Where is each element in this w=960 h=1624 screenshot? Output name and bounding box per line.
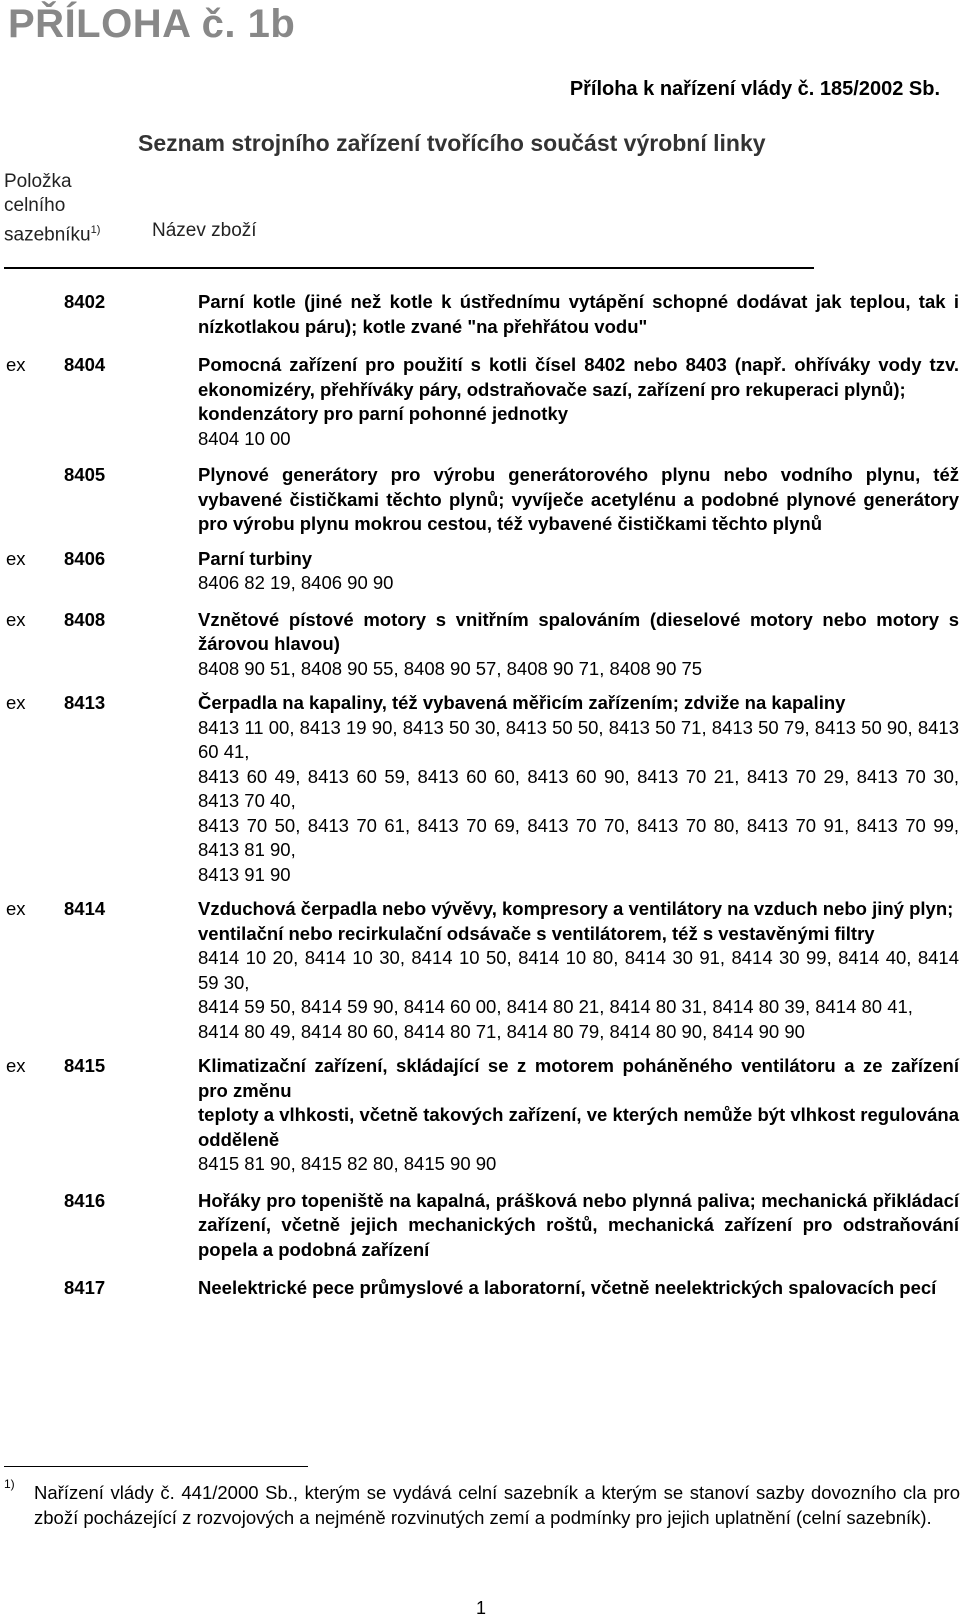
goods-description — [198, 547, 959, 596]
page-number: 1 — [476, 1598, 487, 1618]
subheading-codes: 8404 10 00 — [198, 427, 291, 449]
subheading-codes: 8413 60 49, 8413 60 59, 8413 60 60, 8413 60 90, 8413 70 21, 8413 70 29, 8413 70 30, 8413 70 40, — [198, 765, 959, 811]
tariff-code: 8417 — [64, 1277, 106, 1298]
subheading-codes: 8415 81 90, 8415 82 80, 8415 90 90 — [198, 1153, 497, 1174]
tariff-code: 8416 — [64, 1189, 106, 1211]
tariff-code: 8406 — [64, 547, 106, 569]
list-item — [0, 1276, 960, 1301]
goods-description — [198, 608, 959, 682]
goods-name: Hořáky pro topeniště na kapalná, prášková nebo plynná paliva; mechanická přikládací zařízení, včetně jejich mechanických roštů, mechanická zařízení pro odstraňování popela a podobná zařízení — [198, 1189, 959, 1260]
document-title: Seznam strojního zařízení tvořícího součást výrobní linky — [138, 130, 766, 156]
column-header-item-line3 — [4, 218, 100, 247]
subheading-codes: 8408 90 51, 8408 90 55, 8408 90 57, 8408 90 71, 8408 90 75 — [198, 657, 703, 679]
column-header-item-line2: celního — [4, 195, 66, 216]
ex-marker: ex — [6, 1055, 26, 1076]
ex-marker: ex — [6, 354, 26, 375]
goods-name: Plynové generátory pro výrobu generátorového plynu nebo vodního plynu, též vybavené čističkami těchto plynů; vyvíječe acetylénu a podobné plynové generátory pro výrobu plynu mokrou cestou, též vybavené čističkami těchto plynů — [198, 464, 959, 534]
list-item — [0, 691, 960, 887]
subheading-codes: 8414 80 49, 8414 80 60, 8414 80 71, 8414 80 79, 8414 80 90, 8414 90 90 — [198, 1020, 805, 1042]
list-item — [0, 897, 960, 1044]
page-heading: PŘÍLOHA č. 1b — [8, 2, 296, 46]
goods-name: Pomocná zařízení pro použití s kotli čísel 8402 nebo 8403 (např. ohříváky vody tzv. ekonomizéry, přehříváky páry, odstraňovače sazí, zařízení pro rekuperaci plynů); — [198, 354, 959, 400]
list-item — [0, 547, 960, 596]
header-rule — [4, 267, 814, 269]
list-item — [0, 608, 960, 682]
goods-description — [198, 1189, 959, 1263]
goods-name: Vznětové pístové motory s vnitřním spalováním (dieselové motory nebo motory s žárovou hlavou) — [198, 608, 959, 654]
subheading-codes: 8406 82 19, 8406 90 90 — [198, 572, 394, 593]
tariff-code: 8415 — [64, 1055, 106, 1076]
footnote-mark: 1) — [4, 1477, 15, 1491]
goods-description — [198, 290, 959, 339]
goods-name: Klimatizační zařízení, skládající se z motorem poháněného ventilátoru a ze zařízení pro změnu — [198, 1055, 959, 1101]
tariff-code: 8404 — [64, 354, 106, 375]
goods-name: Vzduchová čerpadla nebo vývěvy, kompresory a ventilátory na vzduch nebo jiný plyn; — [198, 898, 954, 919]
list-item — [0, 463, 960, 537]
ex-marker: ex — [6, 547, 26, 569]
column-header-item-line1: Položka — [4, 171, 72, 192]
tariff-code: 8413 — [64, 692, 106, 713]
annex-reference: Příloha k nařízení vlády č. 185/2002 Sb. — [569, 78, 940, 100]
goods-description — [198, 353, 959, 451]
ex-marker: ex — [6, 608, 26, 630]
goods-name: kondenzátory pro parní pohonné jednotky — [198, 403, 569, 424]
item-list — [0, 290, 960, 1315]
goods-description — [198, 463, 959, 537]
column-header-item — [4, 170, 100, 247]
tariff-code: 8414 — [64, 898, 106, 919]
goods-name: Parní kotle (jiné než kotle k ústřednímu vytápění schopné dodávat jak teplou, tak i nízkotlakou páru); kotle zvané "na přehřátou vodu" — [198, 291, 959, 337]
ex-marker: ex — [6, 898, 26, 919]
goods-name: Parní turbiny — [198, 547, 313, 569]
goods-description — [198, 691, 959, 887]
list-item — [0, 290, 960, 339]
goods-name: teploty a vlhkosti, včetně takových zařízení, ve kterých nemůže být vlhkost regulována odděleně — [198, 1104, 959, 1150]
tariff-code: 8405 — [64, 464, 106, 485]
goods-name: Neelektrické pece průmyslové a laboratorní, včetně neelektrických spalovacích pecí — [198, 1277, 937, 1298]
subheading-codes: 8413 70 50, 8413 70 61, 8413 70 69, 8413 70 70, 8413 70 80, 8413 70 91, 8413 70 99, 8413 81 90, — [198, 814, 959, 860]
list-item — [0, 353, 960, 451]
goods-description — [198, 1054, 959, 1177]
tariff-code: 8402 — [64, 291, 106, 312]
tariff-code: 8408 — [64, 608, 106, 630]
subheading-codes: 8413 11 00, 8413 19 90, 8413 50 30, 8413 50 50, 8413 50 71, 8413 50 79, 8413 50 90, 8413 60 41, — [198, 716, 959, 762]
subheading-codes: 8414 10 20, 8414 10 30, 8414 10 50, 8414 10 80, 8414 30 91, 8414 30 99, 8414 40, 8414 59 30, — [198, 947, 959, 993]
footnote-text: Nařízení vlády č. 441/2000 Sb., kterým se vydává celní sazebník a kterým se stanoví sazby dovozního cla pro zboží pocházející z rozvojových a nejméně rozvinutých zemí a podmínky pro jejich uplatnění (celní sazebník). — [34, 1482, 960, 1528]
ex-marker: ex — [6, 692, 26, 713]
footnote-rule — [4, 1466, 308, 1467]
list-item — [0, 1054, 960, 1177]
goods-name: Čerpadla na kapaliny, též vybavená měřicím zařízením; zdviže na kapaliny — [198, 692, 846, 713]
goods-description — [198, 1276, 959, 1301]
list-item — [0, 1189, 960, 1263]
column-header-goods: Název zboží — [152, 220, 257, 241]
subheading-codes: 8414 59 50, 8414 59 90, 8414 60 00, 8414 80 21, 8414 80 31, 8414 80 39, 8414 80 41, — [198, 996, 913, 1017]
column-header-item-line3-text: sazebníku — [4, 224, 91, 246]
goods-name: ventilační nebo recirkulační odsávače s ventilátorem, též s vestavěnými filtry — [198, 922, 875, 944]
footnote-reference: 1) — [90, 224, 101, 236]
goods-description — [198, 897, 959, 1044]
subheading-codes: 8413 91 90 — [198, 863, 291, 885]
